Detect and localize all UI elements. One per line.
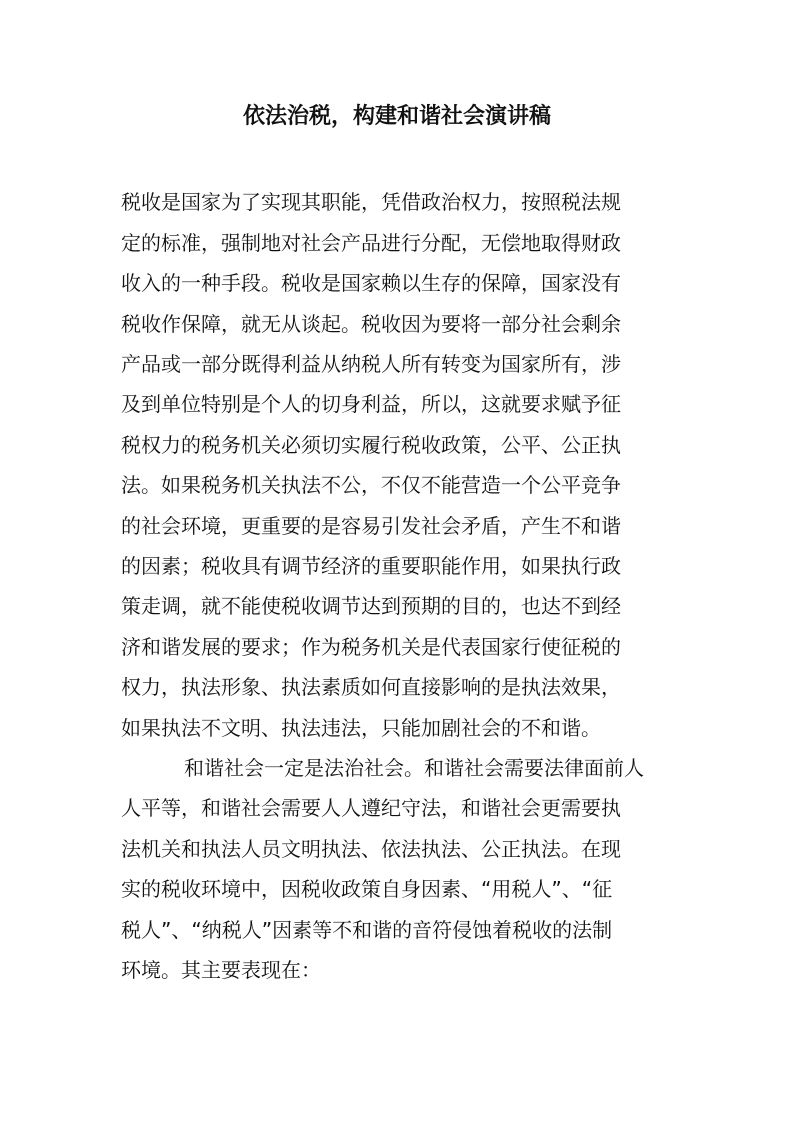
paragraph-line: 税收是国家为了实现其职能，凭借政治权力，按照税法规: [121, 190, 621, 214]
paragraph-line: 策走调，就不能使税收调节达到预期的目的，也达不到经: [121, 594, 621, 618]
paragraph-line: 和谐社会一定是法治社会。和谐社会需要法律面前人: [184, 756, 644, 780]
paragraph-line: 实的税收环境中，因税收政策自身因素、“用税人”、“征: [121, 877, 613, 901]
paragraph-line: 的因素；税收具有调节经济的重要职能作用，如果执行政: [121, 554, 621, 578]
paragraph-line: 及到单位特别是个人的切身利益，所以，这就要求赋予征: [121, 392, 621, 416]
paragraph-line: 环境。其主要表现在：: [121, 958, 321, 982]
paragraph-line: 如果执法不文明、执法违法，只能加剧社会的不和谐。: [121, 716, 601, 740]
paragraph-line: 税权力的税务机关必须切实履行税收政策，公平、公正执: [121, 433, 621, 457]
paragraph-line: 的社会环境，更重要的是容易引发社会矛盾，产生不和谐: [121, 514, 621, 538]
paragraph-line: 收入的一种手段。税收是国家赖以生存的保障，国家没有: [121, 271, 621, 295]
paragraph-line: 定的标准，强制地对社会产品进行分配，无偿地取得财政: [121, 231, 621, 255]
paragraph-line: 人平等，和谐社会需要人人遵纪守法，和谐社会更需要执: [121, 796, 621, 820]
paragraph-line: 法机关和执法人员文明执法、依法执法、公正执法。在现: [121, 837, 621, 861]
page-title: 依法治税，构建和谐社会演讲稿: [242, 103, 551, 129]
paragraph-line: 济和谐发展的要求；作为税务机关是代表国家行使征税的: [121, 635, 621, 659]
paragraph-line: 税人”、“纳税人”因素等不和谐的音符侵蚀着税收的法制: [121, 918, 613, 942]
paragraph-line: 权力，执法形象、执法素质如何直接影响的是执法效果，: [121, 675, 621, 699]
paragraph-line: 法。如果税务机关执法不公，不仅不能营造一个公平竞争: [121, 473, 621, 497]
paragraph-line: 税收作保障，就无从谈起。税收因为要将一部分社会剩余: [121, 312, 621, 336]
paragraph-line: 产品或一部分既得利益从纳税人所有转变为国家所有，涉: [121, 352, 621, 376]
